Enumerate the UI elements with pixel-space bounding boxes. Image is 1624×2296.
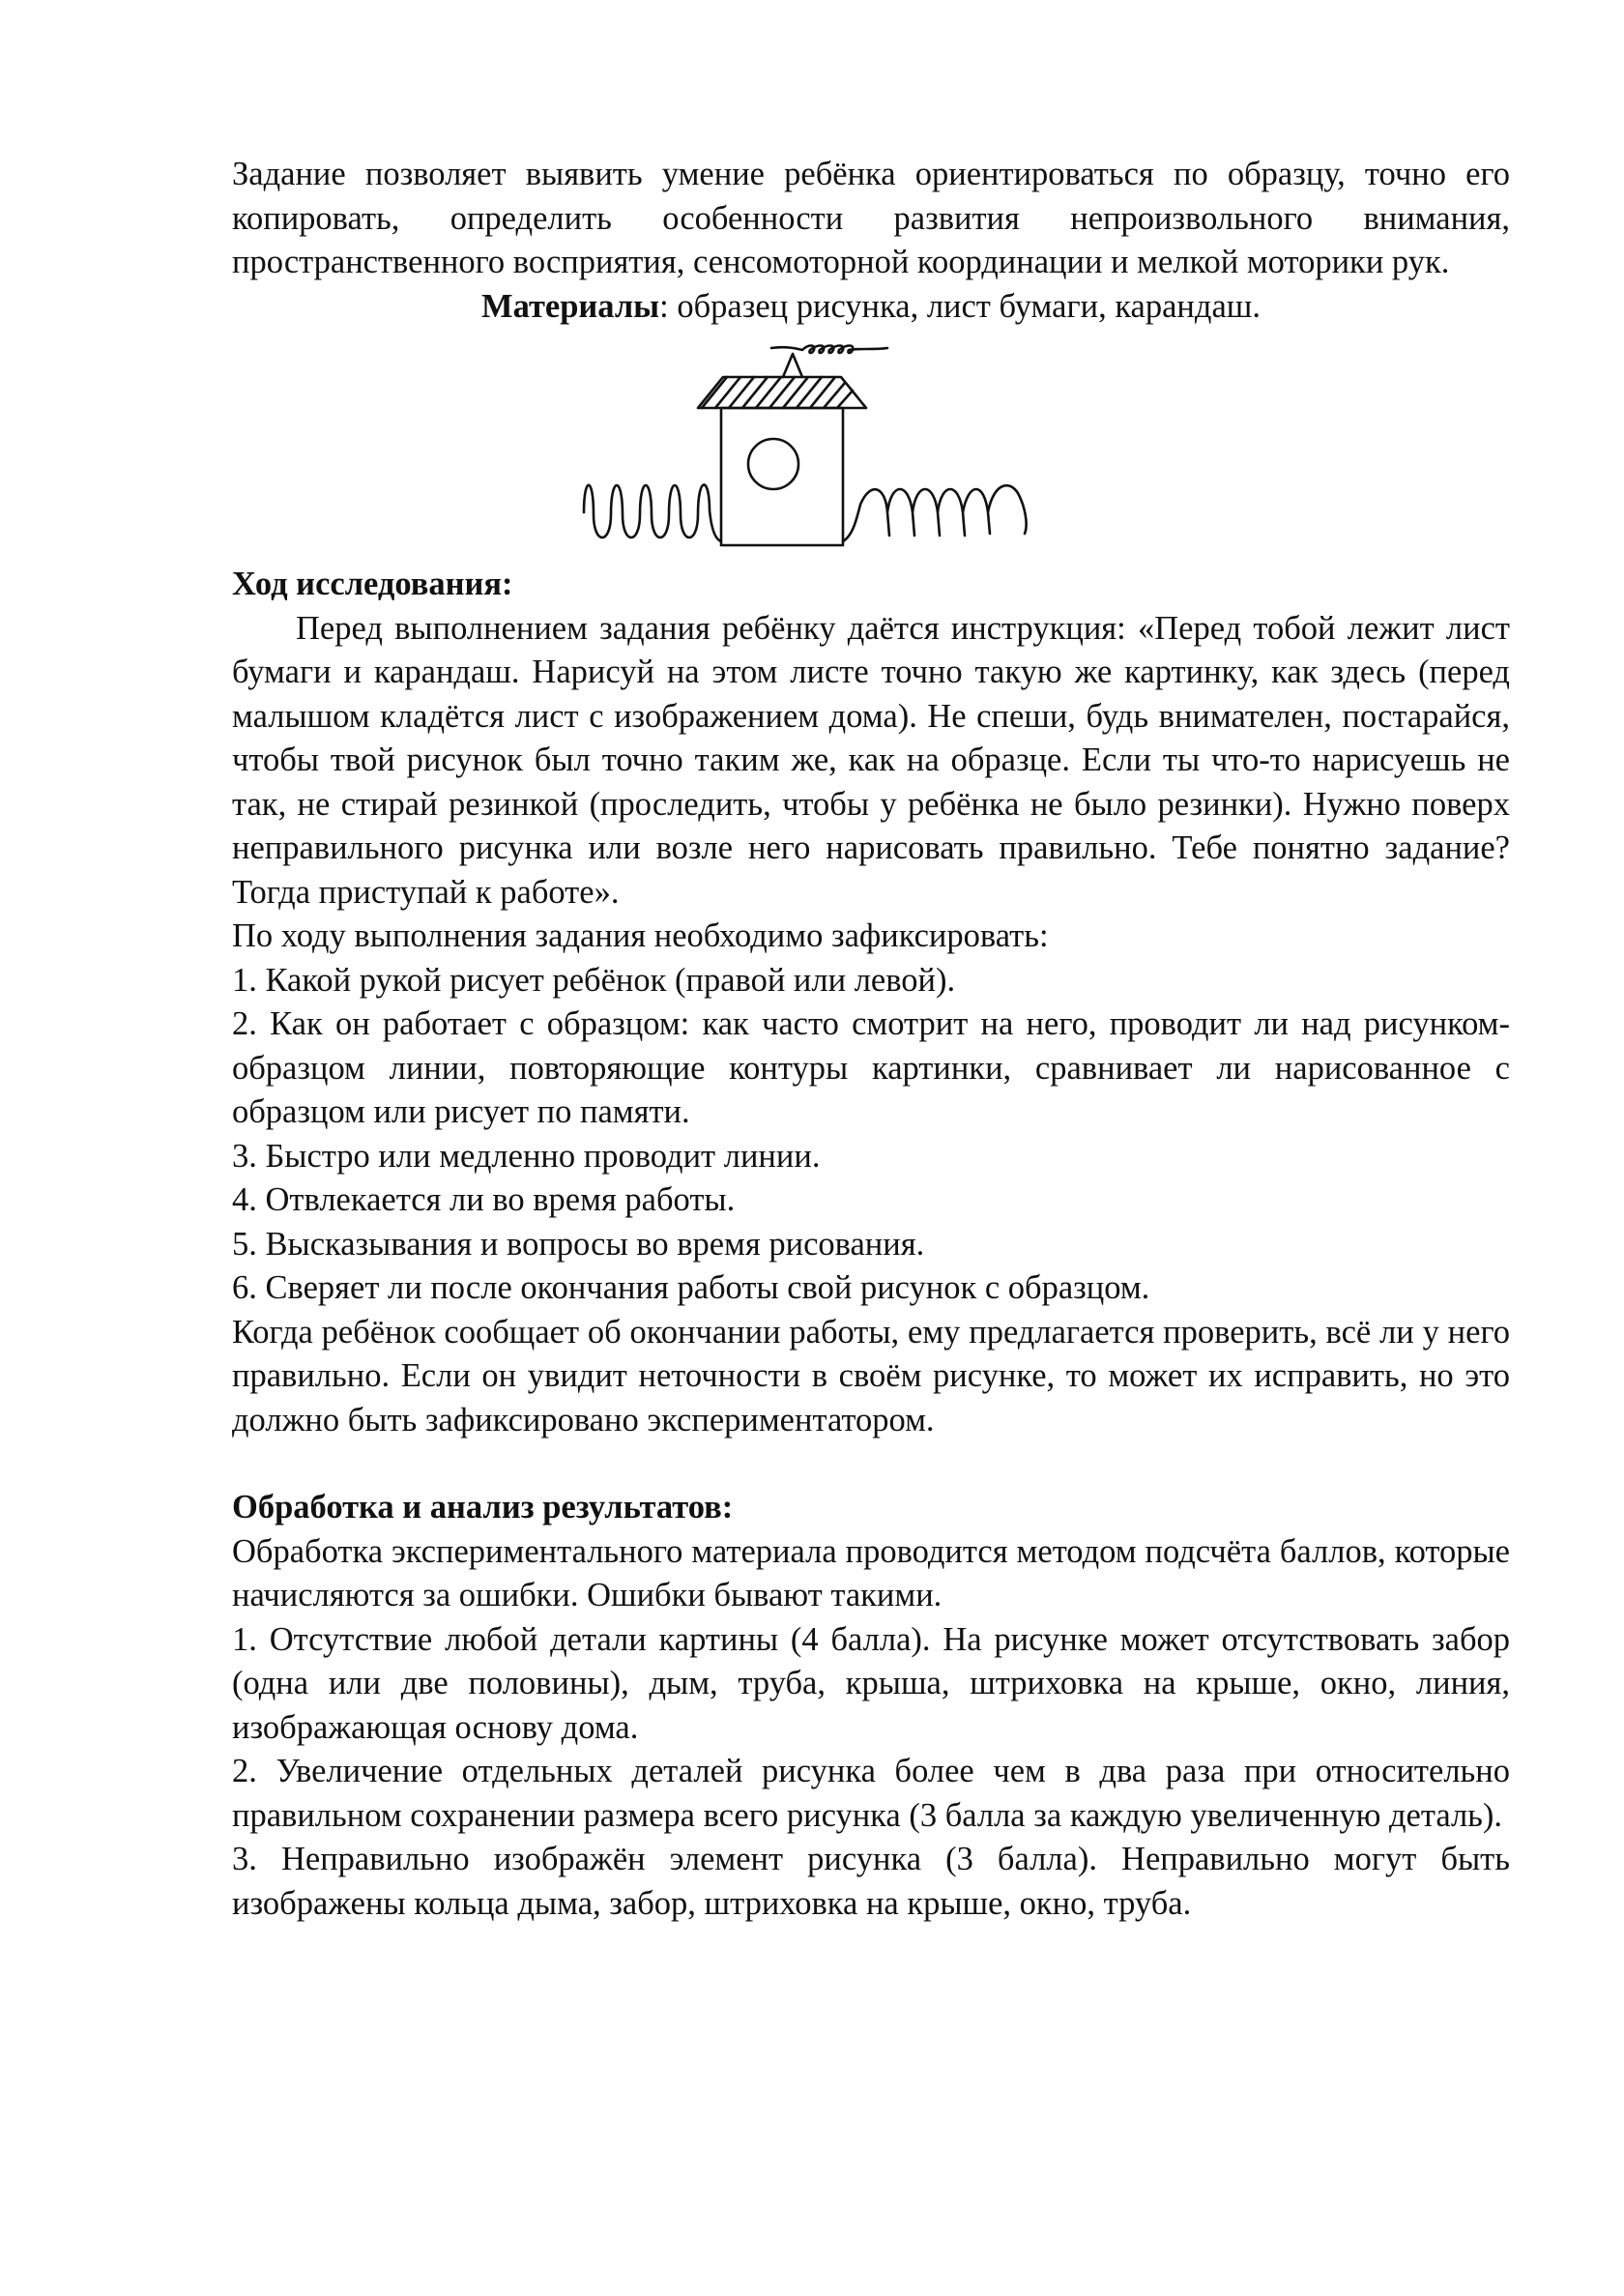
materials-line xyxy=(232,285,1510,330)
procedure-item: 3. Быстро или медленно проводит линии. xyxy=(232,1137,821,1175)
procedure-record-intro: По ходу выполнения задания необходимо зафиксировать: xyxy=(232,917,1049,954)
analysis-item: 3. Неправильно изображён элемент рисунка (3 балла). Неправильно могут быть изображены кольца дыма, забор, штриховка на крыше, окно, труба. xyxy=(232,1841,1510,1922)
left-fence xyxy=(584,484,721,541)
procedure-item: 1. Какой рукой рисует ребёнок (правой или левой). xyxy=(232,961,956,999)
analysis-heading: Обработка и анализ результатов: xyxy=(232,1489,734,1526)
procedure-item: 6. Сверяет ли после окончания работы свой рисунок с образцом. xyxy=(232,1269,1150,1306)
roof-hatching xyxy=(702,377,853,408)
analysis-intro: Обработка экспериментального материала проводится методом подсчёта баллов, которые начисляются за ошибки. Ошибки бывают такими. xyxy=(232,1532,1510,1613)
document-body xyxy=(232,153,1510,1926)
procedure-heading: Ход исследования: xyxy=(232,566,513,602)
analysis-item: 2. Увеличение отдельных деталей рисунка более чем в два раза при относительно правильном сохранении размера всего рисунка (3 балла за каждую увеличенную деталь). xyxy=(232,1753,1510,1834)
materials-label: Материалы xyxy=(481,287,660,325)
house-sample-drawing-icon xyxy=(580,340,1160,563)
intro-paragraph: Задание позволяет выявить умение ребёнка ориентироваться по образцу, точно его копировать, определить особенности развития непроизвольного внимания, пространственного восприятия, сенсомоторной координации и мелкой моторики рук. xyxy=(232,156,1510,280)
procedure-instruction: Перед выполнением задания ребёнку даётся инструкция: «Перед тобой лежит лист бумаги и карандаш. Нарисуй на этом листе точно такую же картинку, как здесь (перед малышом кладётся лист с изображением дома). Не спеши, будь внимателен, постарайся, чтобы твой рисунок был точно таким же, как на образце. Если ты что-то нарисуешь не так, не стирай резинкой (проследить, чтобы у ребёнка не было резинки). Нужно поверх неправильного рисунка или возле него нарисовать правильно. Тебе понятно задание? Тогда приступай к работе». xyxy=(232,609,1510,911)
window xyxy=(748,439,798,489)
procedure-closing: Когда ребёнок сообщает об окончании работы, ему предлагается проверить, всё ли у него правильно. Если он увидит неточности в своём рисунке, то может их исправить, но это должно быть зафиксировано экспериментатором. xyxy=(232,1313,1510,1439)
right-fence xyxy=(843,485,1027,541)
procedure-item: 5. Высказывания и вопросы во время рисования. xyxy=(232,1225,925,1263)
house-walls xyxy=(721,408,843,545)
materials-text: : образец рисунка, лист бумаги, карандаш. xyxy=(659,287,1261,325)
chimney xyxy=(783,354,802,377)
procedure-item: 2. Как он работает с образцом: как часто смотрит на него, проводит ли над рисунком-образцом линии, повторяющие контуры картинки, сравнивает ли нарисованное с образцом или рисует по памяти. xyxy=(232,1005,1510,1130)
procedure-item: 4. Отвлекается ли во время работы. xyxy=(232,1181,736,1218)
analysis-item: 1. Отсутствие любой детали картины (4 балла). На рисунке может отсутствовать забор (одна или две половины), дым, труба, крыша, штриховка на крыше, окно, линия, изображающая основу дома. xyxy=(232,1620,1510,1746)
smoke-rings xyxy=(771,346,887,354)
section-spacer xyxy=(232,1442,1510,1486)
